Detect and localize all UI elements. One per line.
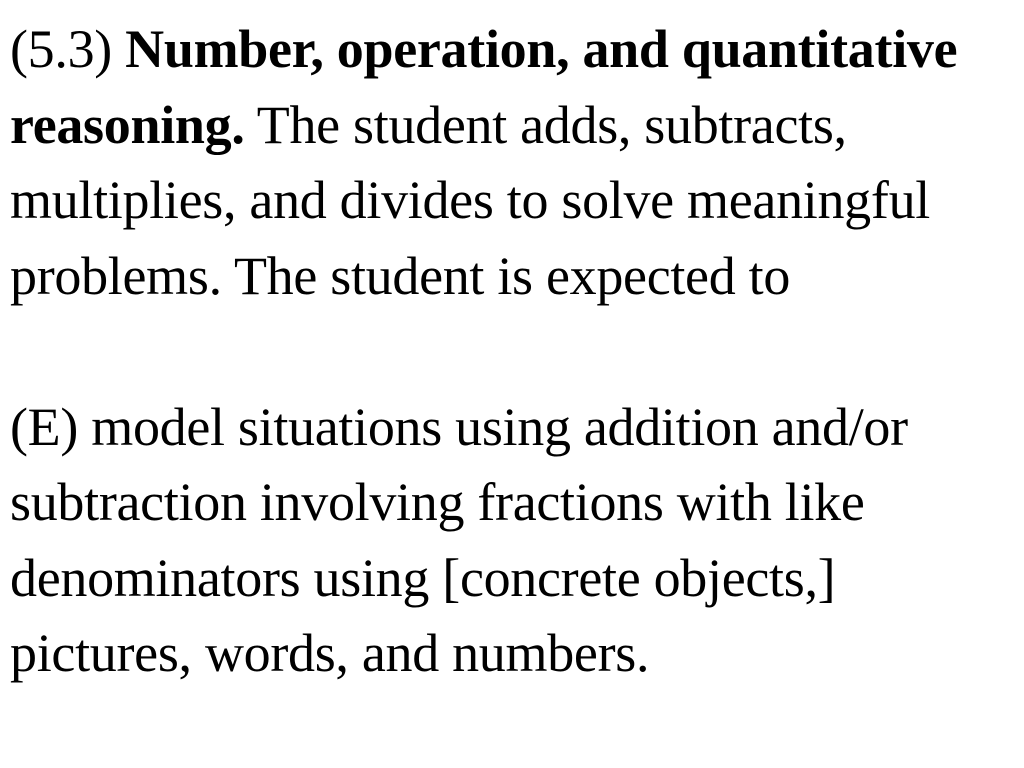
standard-heading: Number, operation, and quantitative reasoning.: [10, 19, 958, 155]
expectation-text: (E) model situations using addition and/or subtraction involving fractions with like denominators using [concrete objects,] pictures, words, and numbers.: [10, 396, 908, 683]
standard-paragraph: [10, 12, 1014, 314]
standard-intro: The student adds, subtracts, multiplies, and divides to solve meaningful problems. The student is expected to: [10, 94, 930, 306]
expectation-paragraph: [10, 390, 1014, 692]
standard-number: (5.3): [10, 19, 112, 79]
